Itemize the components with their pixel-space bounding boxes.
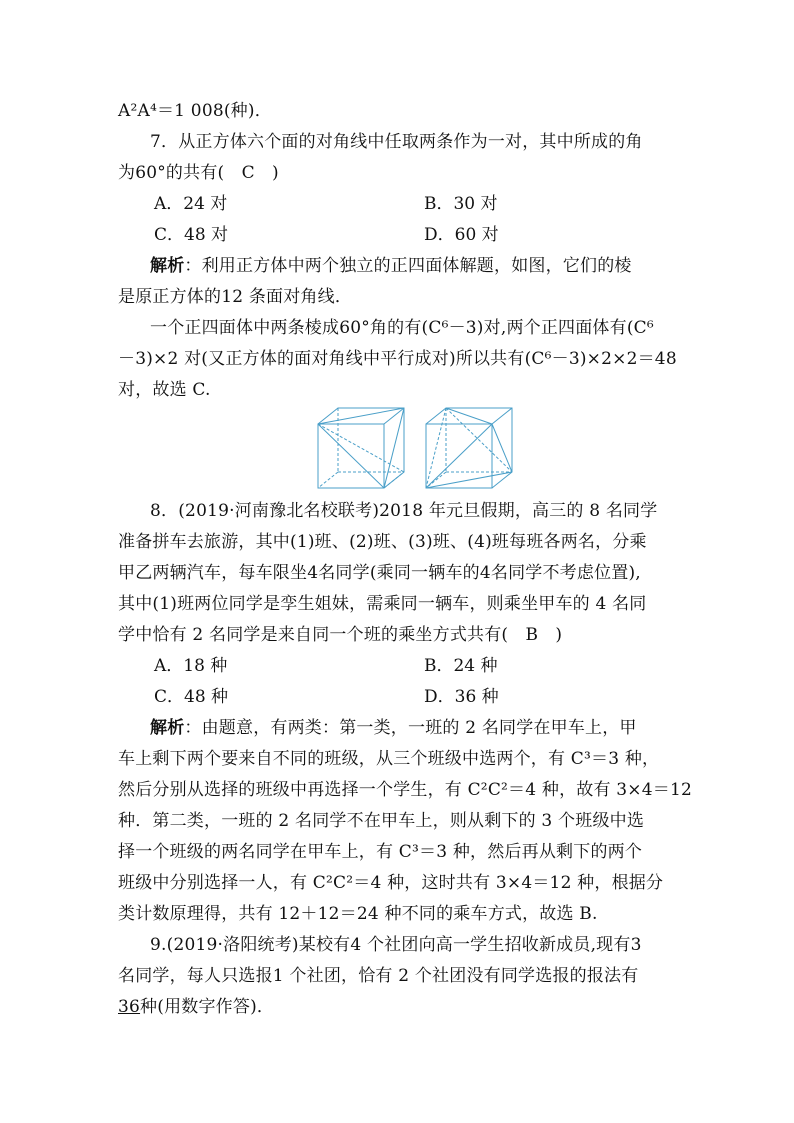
q8-solution-line: 然后分别从选择的班级中再选择一个学生，有 C²C²＝4 种，故有 3×4＝12	[118, 780, 692, 800]
q8-solution-line: 类计数原理得，共有 12＋12＝24 种不同的乘车方式，故选 B.	[118, 904, 598, 924]
solution-label: 解析	[150, 256, 185, 276]
cube-figure-right	[426, 408, 512, 488]
q8-solution-line	[150, 717, 637, 739]
q7-solution-line: 是原正方体的12 条面对角线．	[118, 287, 353, 307]
q8-option-a: A．18 种	[154, 656, 228, 676]
q7-option-a: A．24 对	[154, 194, 228, 214]
cube-figure-left	[318, 408, 404, 488]
q7-solution-line: －3)×2 对(又正方体的面对角线中平行成对)所以共有(C⁶－3)×2×2＝48	[118, 349, 677, 369]
solution-label: 解析	[150, 718, 185, 738]
q7-option-d: D．60 对	[424, 225, 499, 245]
q7-solution-line	[150, 255, 632, 277]
q7-solution-line: 对，故选 C.	[118, 380, 211, 400]
q8-solution-line: 车上剩下两个要来自不同的班级，从三个班级中选两个，有 C³＝3 种，	[118, 749, 660, 769]
question-9-stem: 9.(2019·洛阳统考)某校有4 个社团向高一学生招收新成员,现有3	[150, 935, 642, 955]
q8-solution-line: 班级中分别选择一人，有 C²C²＝4 种，这时共有 3×4＝12 种，根据分	[118, 873, 664, 893]
answer-suffix: 种(用数字作答)．	[140, 997, 275, 1017]
question-7-stem: 7．从正方体六个面的对角线中任取两条作为一对，其中所成的角	[150, 132, 643, 152]
question-8-stem-cont: 准备拼车去旅游，其中(1)班、(2)班、(3)班、(4)班每班各两名，分乘	[118, 532, 647, 552]
question-8-stem-cont: 甲乙两辆汽车，每车限坐4名同学(乘同一辆车的4名同学不考虑位置),	[118, 563, 641, 583]
question-9-stem-cont: 名同学，每人只选报1 个社团，恰有 2 个社团没有同学选报的报法有	[118, 966, 639, 986]
q8-solution-line: 种．第二类，一班的 2 名同学不在甲车上，则从剩下的 3 个班级中选	[118, 811, 645, 831]
cube-tetrahedron-figure	[316, 406, 516, 490]
q7-solution-line: 一个正四面体中两条棱成60°角的有(C⁶－3)对,两个正四面体有(C⁶	[150, 318, 654, 338]
question-8-stem: 8．(2019·河南豫北名校联考)2018 年元旦假期，高三的 8 名同学	[150, 501, 658, 521]
q8-solution-line: 择一个班级的两名同学在甲车上，有 C³＝3 种，然后再从剩下的两个	[118, 842, 643, 862]
solution-text: ：由题意，有两类：第一类，一班的 2 名同学在甲车上，甲	[184, 718, 637, 738]
question-8-stem-cont: 学中恰有 2 名同学是来自同一个班的乘坐方式共有( B )	[118, 625, 563, 645]
q8-option-c: C．48 种	[154, 687, 229, 707]
q8-option-d: D．36 种	[424, 687, 499, 707]
q8-option-b: B．24 种	[424, 656, 498, 676]
solution-text: ：利用正方体中两个独立的正四面体解题，如图，它们的棱	[184, 256, 632, 276]
text-line: A²A⁴＝1 008(种)．	[118, 101, 272, 121]
answer-blank: 36	[118, 997, 141, 1017]
question-9-answer-line	[118, 996, 274, 1018]
q7-option-b: B．30 对	[424, 194, 498, 214]
q7-option-c: C．48 对	[154, 225, 229, 245]
question-7-stem-cont: 为60°的共有( C )	[118, 163, 279, 183]
question-8-stem-cont: 其中(1)班两位同学是孪生姐妹，需乘同一辆车，则乘坐甲车的 4 名同	[118, 594, 647, 614]
